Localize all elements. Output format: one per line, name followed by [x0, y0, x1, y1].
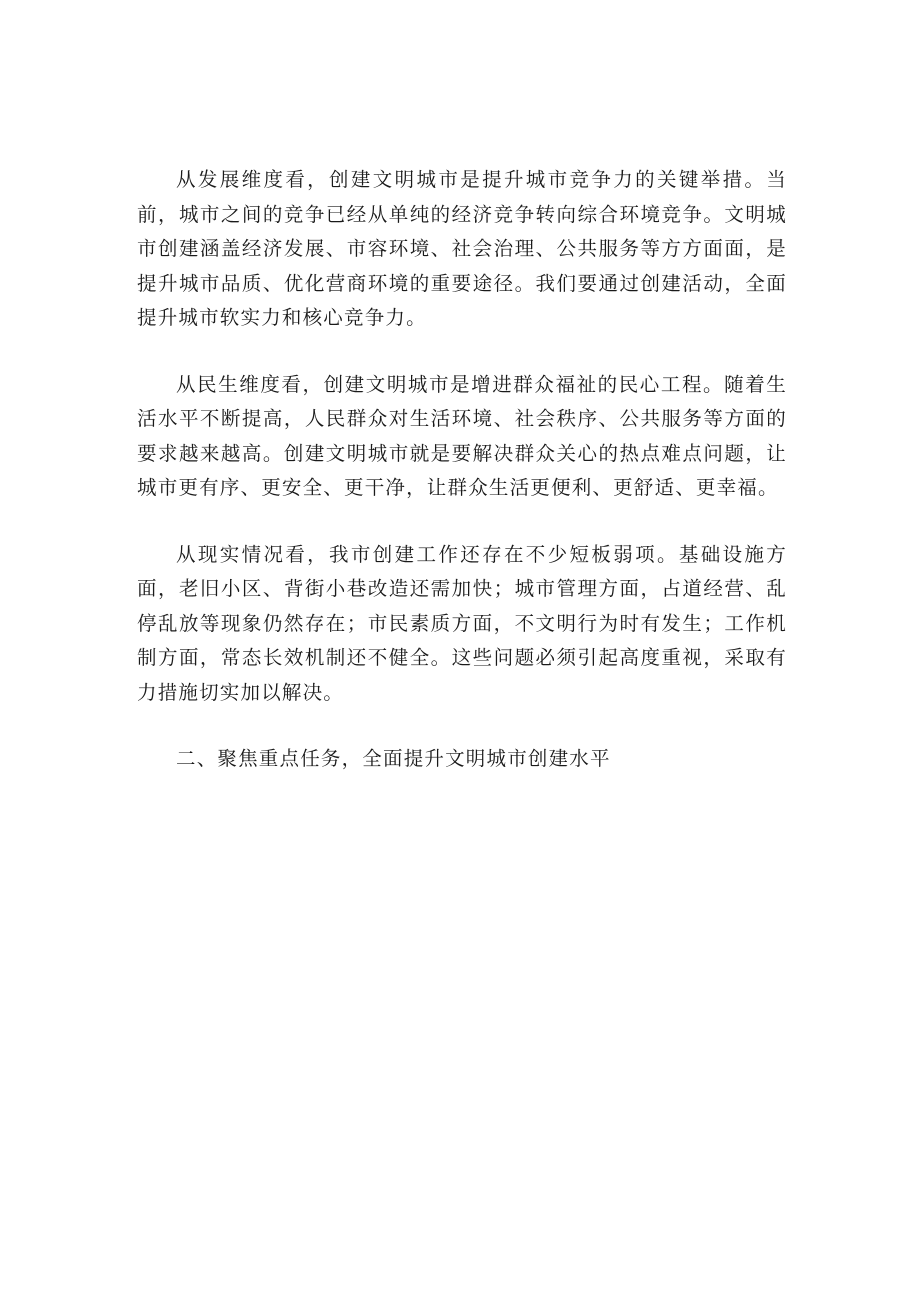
document-body [137, 163, 787, 777]
section-heading: 二、聚焦重点任务，全面提升文明城市创建水平 [176, 747, 611, 770]
paragraph-livelihood: 从民生维度看，创建文明城市是增进群众福祉的民心工程。随着生活水平不断提高，人民群众对生活环境、社会秩序、公共服务等方面的要求越来越高。创建文明城市就是要解决群众关心的热点难点问题，让城市更有序、更安全、更干净，让群众生活更便利、更舒适、更幸福。 [137, 372, 787, 499]
paragraph-current-situation: 从现实情况看，我市创建工作还存在不少短板弱项。基础设施方面，老旧小区、背街小巷改造还需加快；城市管理方面，占道经营、乱停乱放等现象仍然存在；市民素质方面，不文明行为时有发生；工作机制方面，常态长效机制还不健全。这些问题必须引起高度重视，采取有力措施切实加以解决。 [137, 542, 787, 704]
paragraph-development: 从发展维度看，创建文明城市是提升城市竞争力的关键举措。当前，城市之间的竞争已经从单纯的经济竞争转向综合环境竞争。文明城市创建涵盖经济发展、市容环境、社会治理、公共服务等方方面面，是提升城市品质、优化营商环境的重要途径。我们要通过创建活动，全面提升城市软实力和核心竞争力。 [137, 168, 787, 329]
